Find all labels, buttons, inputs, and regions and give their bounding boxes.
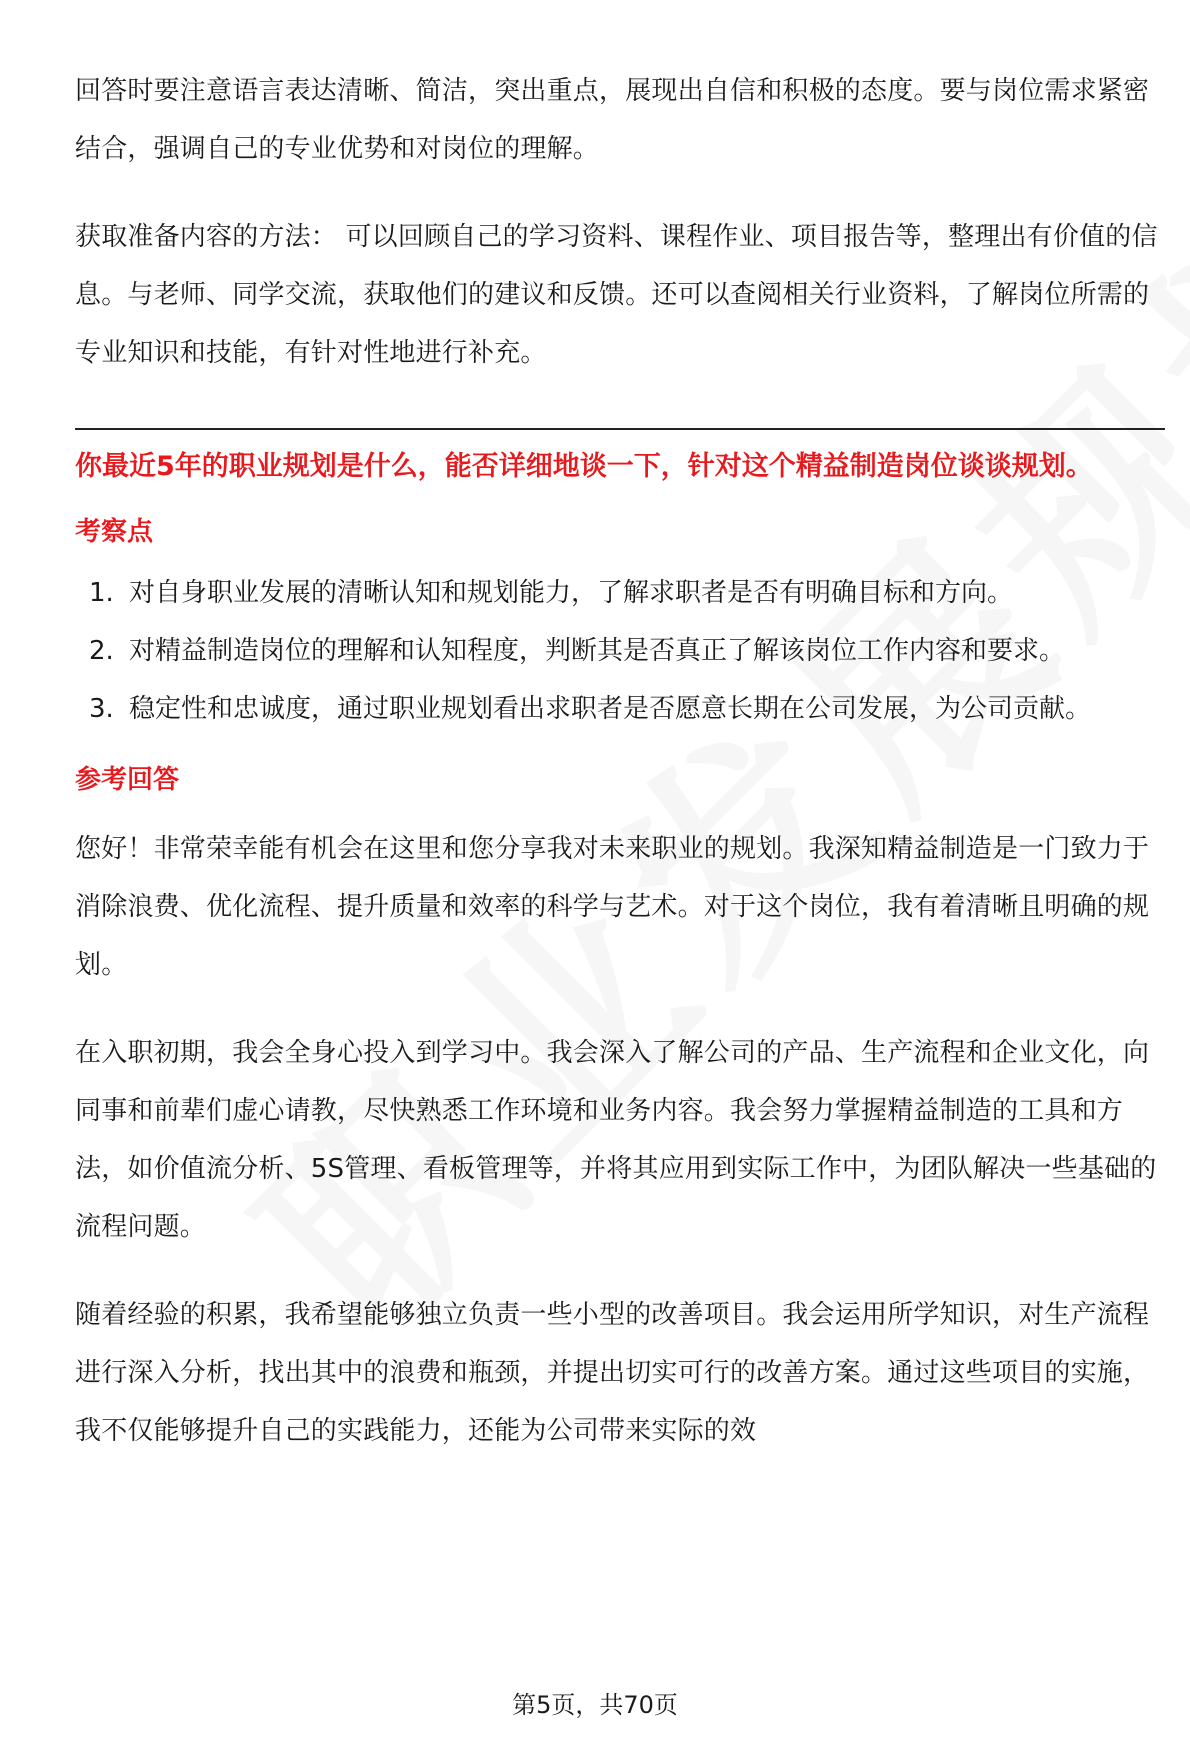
list-item <box>75 622 1165 680</box>
list-item-number: 1. <box>89 578 114 608</box>
answer-title: 参考回答 <box>75 765 180 795</box>
answer-paragraph-1: 您好！非常荣幸能有机会在这里和您分享我对未来职业的规划。我深知精益制造是一门致力于消除浪费、优化流程、提升质量和效率的科学与艺术。对于这个岗位，我有着清晰且明确的规划。 <box>75 834 1150 980</box>
answer-paragraph-2: 在入职初期，我会全身心投入到学习中。我会深入了解公司的产品、生产流程和企业文化，向同事和前辈们虚心请教，尽快熟悉工作环境和业务内容。我会努力掌握精益制造的工具和方法，如价值流分析、5S管理、看板管理等，并将其应用到实际工作中，为团队解决一些基础的流程问题。 <box>75 1038 1157 1242</box>
page-number-footer: 第5页，共70页 <box>512 1691 678 1719</box>
question-heading: 你最近5年的职业规划是什么，能否详细地谈一下，针对这个精益制造岗位谈谈规划。 <box>75 451 1093 482</box>
exam-points-title: 考察点 <box>75 517 154 547</box>
document-page <box>75 62 1165 1460</box>
list-item-text: 稳定性和忠诚度，通过职业规划看出求职者是否愿意长期在公司发展，为公司贡献。 <box>129 694 1092 724</box>
list-item-number: 2. <box>89 636 114 666</box>
list-item <box>75 680 1165 738</box>
list-item-text: 对精益制造岗位的理解和认知程度，判断其是否真正了解该岗位工作内容和要求。 <box>129 636 1066 666</box>
exam-points-list <box>75 564 1165 738</box>
section-divider <box>75 428 1165 430</box>
intro-paragraph-1: 回答时要注意语言表达清晰、简洁，突出重点，展现出自信和积极的态度。要与岗位需求紧密结合，强调自己的专业优势和对岗位的理解。 <box>75 76 1150 164</box>
answer-paragraph-3: 随着经验的积累，我希望能够独立负责一些小型的改善项目。我会运用所学知识，对生产流程进行深入分析，找出其中的浪费和瓶颈，并提出切实可行的改善方案。通过这些项目的实施，我不仅能够提升自己的实践能力，还能为公司带来实际的效 <box>75 1300 1150 1446</box>
list-item-text: 对自身职业发展的清晰认知和规划能力，了解求职者是否有明确目标和方向。 <box>129 578 1014 608</box>
intro-paragraph-2: 获取准备内容的方法： 可以回顾自己的学习资料、课程作业、项目报告等，整理出有价值的信息。与老师、同学交流，获取他们的建议和反馈。还可以查阅相关行业资料，了解岗位所需的专业知识和技能，有针对性地进行补充。 <box>75 222 1158 368</box>
list-item <box>75 564 1165 622</box>
list-item-number: 3. <box>89 694 114 724</box>
